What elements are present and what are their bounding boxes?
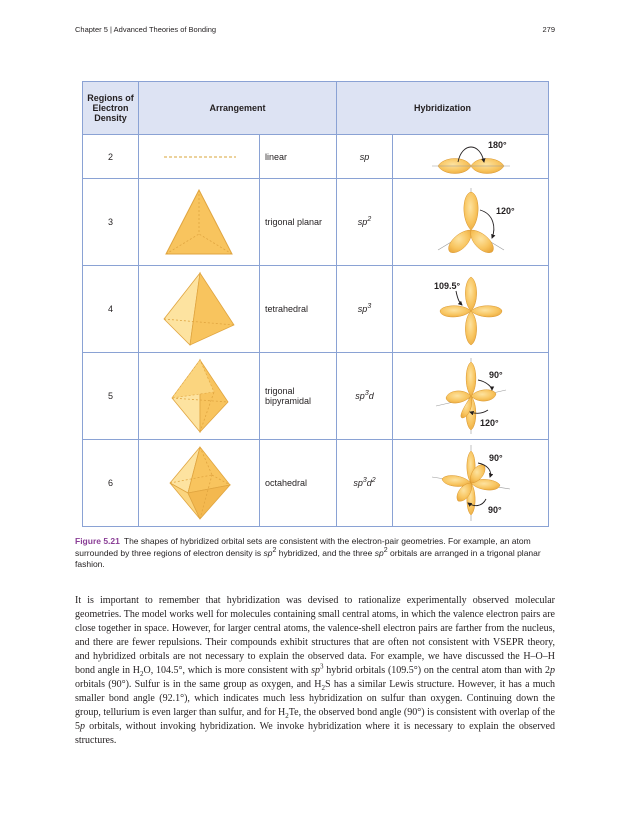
- table-row: [83, 179, 549, 266]
- arrangement-shape: [139, 440, 260, 527]
- angle-label: 109.5°: [433, 281, 460, 291]
- header-hybridization: Hybridization: [337, 82, 549, 135]
- sp3-orbital-diagram: [396, 267, 546, 351]
- angle-label: 180°: [487, 139, 507, 150]
- figure-label: Figure 5.21: [75, 536, 120, 546]
- trigonal-planar-shape: [144, 182, 254, 262]
- table-row: [83, 440, 549, 527]
- regions-value: 3: [83, 179, 139, 266]
- linear-shape: [144, 142, 254, 172]
- arrangement-name: linear: [260, 135, 337, 179]
- angle-label: 90°: [488, 370, 503, 380]
- hybridization-table: [82, 81, 549, 527]
- orbital-diagram: [393, 266, 549, 353]
- angle-label: 90°: [488, 453, 503, 463]
- arrangement-shape: [139, 179, 260, 266]
- tetrahedral-shape: [144, 267, 254, 351]
- body-paragraph: It is important to remember that hybridization was devised to rationalize experimentally observed molecular geometries. The model works well for molecules containing small central atoms, in which the valence electron pairs are close together in space. However, for larger central atoms, the valence-shell electron pairs are farther from the nucleus, and there are fewer repulsions. Their compounds exhibit structures that are often not consistent with VSEPR theory, and hybridized orbitals are not necessary to explain the observed data. For example, we have discussed the H–O–H bond angle in $H_2O$, 104.5°, which is more consistent with $sp^3$ hybrid orbitals (109.5°) on the central atom than with 2p orbitals (90°). Sulfur is in the same group as oxygen, and $H_2S$ has a similar Lewis structure. However, it has a much smaller bond angle (92.1°), which indicates much less hybridization on sulfur than oxygen. Continuing down the group, tellurium is even larger than sulfur, and for $H_2Te$, the observed bond angle (90°) is consistent with overlap of the 5p orbitals, without invoking hybridization. We invoke hybridization where it is necessary to explain the observed structures.: [75, 595, 556, 746]
- hybridization-label: sp: [337, 135, 393, 179]
- regions-value: 2: [83, 135, 139, 179]
- header-regions: Regions of Electron Density: [83, 82, 139, 135]
- orbital-diagram: [393, 440, 549, 527]
- sp-orbital-diagram: [396, 136, 546, 178]
- regions-value: 6: [83, 440, 139, 527]
- trigonal-bipyramidal-shape: [144, 356, 254, 436]
- header-arrangement: Arrangement: [139, 82, 337, 135]
- arrangement-shape: [139, 266, 260, 353]
- octahedral-shape: [144, 443, 254, 523]
- sp3d2-orbital-diagram: [396, 441, 546, 525]
- table-row: [83, 135, 549, 179]
- page-number: 279: [542, 25, 555, 34]
- angle-label: 90°: [487, 505, 502, 515]
- hybridization-label: $sp^2$: [337, 179, 393, 266]
- hybridization-label: $sp^3$: [337, 266, 393, 353]
- running-header-chapter: Chapter 5 | Advanced Theories of Bonding: [75, 25, 217, 34]
- figure-caption: Figure 5.21 The shapes of hybridized orbital sets are consistent with the electron-pair geometries. For example, an atom surrounded by three regions of electron density is $sp^2$ hybridized, and the three $sp^2$ orbitals are arranged in a trigonal planar fashion.: [75, 536, 541, 569]
- regions-value: 4: [83, 266, 139, 353]
- table-row: [83, 353, 549, 440]
- hybridization-label: $sp^3d$: [337, 353, 393, 440]
- arrangement-name: tetrahedral: [260, 266, 337, 353]
- angle-label: 120°: [495, 206, 515, 216]
- orbital-diagram: [393, 353, 549, 440]
- arrangement-name: trigonal bipyramidal: [260, 353, 337, 440]
- sp2-orbital-diagram: [396, 180, 546, 264]
- hybridization-label: $sp^3d^2$: [337, 440, 393, 527]
- regions-value: 5: [83, 353, 139, 440]
- angle-label: 120°: [479, 418, 499, 428]
- sp3d-orbital-diagram: [396, 354, 546, 438]
- orbital-diagram: [393, 135, 549, 179]
- arrangement-shape: [139, 353, 260, 440]
- arrangement-name: octahedral: [260, 440, 337, 527]
- table-row: [83, 266, 549, 353]
- orbital-diagram: [393, 179, 549, 266]
- arrangement-name: trigonal planar: [260, 179, 337, 266]
- arrangement-shape: [139, 135, 260, 179]
